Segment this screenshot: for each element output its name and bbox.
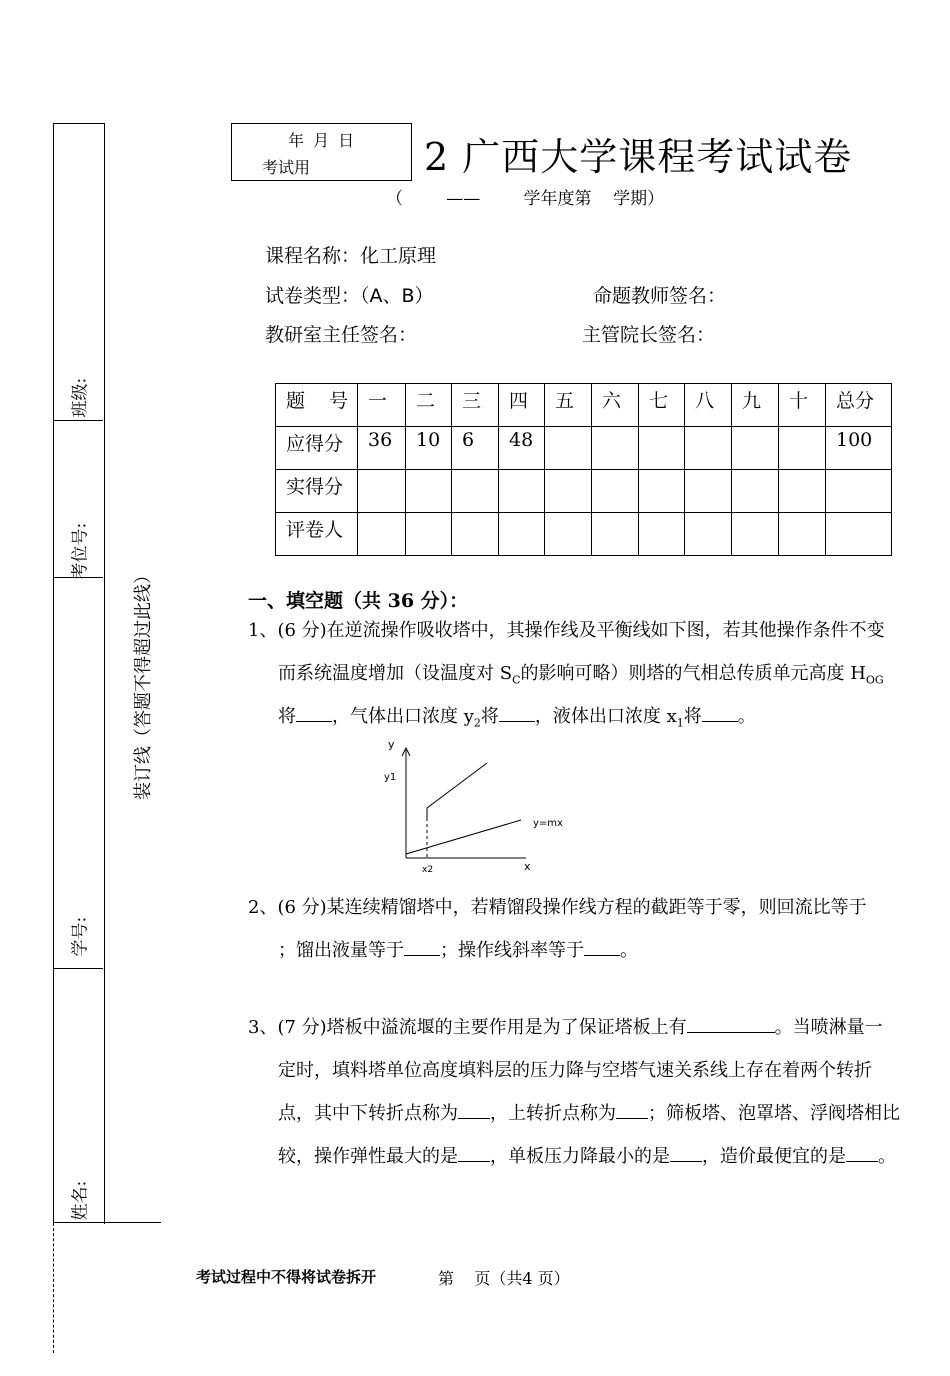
table-cell: 题 号 [276, 384, 358, 427]
date-line: 年 月 日 [288, 131, 357, 150]
table-cell: 100 [826, 427, 892, 470]
table-cell [685, 513, 732, 556]
q3-text: ，单板压力降最小的是 [490, 1146, 670, 1167]
table-cell: 八 [685, 384, 732, 427]
class-label: 班级: [70, 377, 91, 418]
title-text: 广西大学课程考试试卷 [462, 135, 853, 179]
table-cell: 三 [452, 384, 499, 427]
exam-use-label: 考试用 [262, 158, 311, 177]
table-cell [639, 470, 685, 513]
table-cell: 10 [406, 427, 452, 470]
y-axis-label: y [388, 738, 395, 751]
table-cell: 二 [406, 384, 452, 427]
date-box [231, 123, 412, 181]
q3-line3 [278, 1099, 900, 1125]
table-cell [826, 513, 892, 556]
q3-text: 3、(7 分)塔板中溢流堰的主要作用是为了保证塔板上有 [248, 1017, 687, 1038]
section-heading: 一、填空题（共 36 分）： [248, 590, 469, 612]
answer-blank[interactable] [616, 1100, 648, 1119]
q1-subscript: 1 [676, 716, 684, 730]
x-axis-label: x [524, 860, 531, 873]
table-cell: 应得分 [276, 427, 358, 470]
q3-line1 [248, 1013, 883, 1039]
dean-signature: 主管院长签名： [582, 324, 716, 346]
q1-text: 。 [737, 706, 756, 727]
table-cell [592, 513, 639, 556]
page-title [424, 126, 852, 181]
student-id-label: 学号: [70, 916, 91, 957]
answer-blank[interactable] [846, 1143, 878, 1162]
q1-line3 [278, 702, 756, 730]
binding-line-text: 装订线（答题不得超过此线） [133, 566, 154, 800]
equilibrium-line [406, 820, 521, 854]
table-row [276, 513, 892, 556]
table-cell [779, 513, 826, 556]
table-cell [452, 513, 499, 556]
q2-line2 [278, 936, 638, 962]
q3-text: ，造价最便宜的是 [702, 1146, 846, 1167]
y1-label: y1 [384, 772, 397, 783]
q1-text: 将 [480, 706, 499, 727]
answer-blank[interactable] [702, 703, 738, 722]
table-cell [358, 513, 406, 556]
table-cell [545, 427, 592, 470]
q2-line1: 2、(6 分)某连续精馏塔中，若精馏段操作线方程的截距等于零，则回流比等于 [248, 897, 867, 918]
q3-text: 。 [878, 1146, 896, 1167]
table-cell [732, 427, 779, 470]
q2-text: ；操作线斜率等于 [440, 940, 584, 961]
operating-line [427, 763, 487, 820]
score-table [275, 383, 892, 556]
q1-subscript: OG [865, 673, 884, 687]
answer-blank[interactable] [499, 703, 535, 722]
table-cell: 6 [452, 427, 499, 470]
table-cell: 六 [592, 384, 639, 427]
footer-warning: 考试过程中不得将试卷拆开 [196, 1268, 377, 1286]
answer-blank[interactable] [296, 703, 332, 722]
strip-dashed-line [53, 1223, 54, 1353]
table-cell: 实得分 [276, 470, 358, 513]
q1-line2 [278, 659, 884, 687]
table-cell: 36 [358, 427, 406, 470]
academic-year-line: （ —— 学年度第 学期） [386, 189, 665, 209]
q1-text: 将 [683, 706, 702, 727]
q1-line1: 1、(6 分)在逆流操作吸收塔中，其操作线及平衡线如下图，若其他操作条件不变 [248, 620, 885, 641]
answer-blank[interactable] [670, 1143, 702, 1162]
q2-text: 。 [620, 940, 638, 961]
answer-blank[interactable] [584, 937, 620, 956]
answer-blank[interactable] [404, 937, 440, 956]
binding-strip [53, 123, 105, 1224]
table-cell: 评卷人 [276, 513, 358, 556]
q1-subscript: 2 [473, 716, 481, 730]
q2-text: ；馏出液量等于 [278, 940, 404, 961]
q3-line2: 定时，填料塔单位高度填料层的压力降与空塔气速关系线上存在着两个转折 [278, 1060, 872, 1081]
table-cell [732, 513, 779, 556]
table-cell [685, 427, 732, 470]
paper-type: 试卷类型：（A、B） [265, 285, 434, 307]
course-name: 课程名称：化工原理 [265, 245, 437, 267]
seat-number-label: 考位号: [70, 522, 91, 580]
q3-text: 。当喷淋量一 [774, 1017, 883, 1038]
q3-text: 较，操作弹性最大的是 [278, 1146, 458, 1167]
table-cell [639, 513, 685, 556]
director-signature: 教研室主任签名： [265, 324, 418, 346]
answer-blank[interactable] [458, 1143, 490, 1162]
table-cell: 五 [545, 384, 592, 427]
table-cell: 十 [779, 384, 826, 427]
strip-bottom-line [53, 1222, 161, 1223]
score-table-header-row [276, 384, 892, 427]
table-cell: 一 [358, 384, 406, 427]
strip-divider [53, 420, 103, 421]
table-cell [779, 470, 826, 513]
table-cell [406, 513, 452, 556]
table-cell [545, 513, 592, 556]
table-cell [499, 513, 545, 556]
operating-line-diagram [378, 736, 578, 876]
q3-text: 点，其中下转折点称为 [278, 1103, 458, 1124]
setter-signature: 命题教师签名： [593, 285, 727, 307]
table-cell [358, 470, 406, 513]
q3-text: ，上转折点称为 [490, 1103, 616, 1124]
table-cell: 九 [732, 384, 779, 427]
table-row [276, 470, 892, 513]
table-cell [499, 470, 545, 513]
table-cell [826, 470, 892, 513]
footer-page-info: 第 页（共4 页） [438, 1269, 570, 1288]
table-cell [779, 427, 826, 470]
table-cell [592, 427, 639, 470]
q3-text: ；筛板塔、泡罩塔、浮阀塔相比 [648, 1103, 900, 1124]
table-cell: 七 [639, 384, 685, 427]
table-cell: 总分 [826, 384, 892, 427]
table-cell [452, 470, 499, 513]
table-cell [545, 470, 592, 513]
table-cell [732, 470, 779, 513]
table-cell: 48 [499, 427, 545, 470]
title-number: 2 [424, 135, 450, 179]
q1-text: 而系统温度增加（设温度对 S [278, 663, 513, 684]
strip-divider [53, 968, 103, 969]
q1-text: ，气体出口浓度 y [332, 706, 474, 727]
answer-blank[interactable] [458, 1100, 490, 1119]
table-cell [685, 470, 732, 513]
answer-blank[interactable] [687, 1014, 775, 1033]
q1-subscript: C [512, 673, 521, 687]
table-row [276, 427, 892, 470]
q1-text: 将 [278, 706, 296, 727]
q3-line4 [278, 1142, 896, 1168]
equilibrium-equation-label: y=mx [533, 818, 563, 829]
table-cell [639, 427, 685, 470]
table-cell [406, 470, 452, 513]
table-cell [592, 470, 639, 513]
name-label: 姓名: [70, 1180, 91, 1221]
q1-text: ，液体出口浓度 x [534, 706, 677, 727]
q1-text: 的影响可略）则塔的气相总传质单元高度 H [520, 663, 866, 684]
x2-label: x2 [422, 865, 434, 875]
table-cell: 四 [499, 384, 545, 427]
